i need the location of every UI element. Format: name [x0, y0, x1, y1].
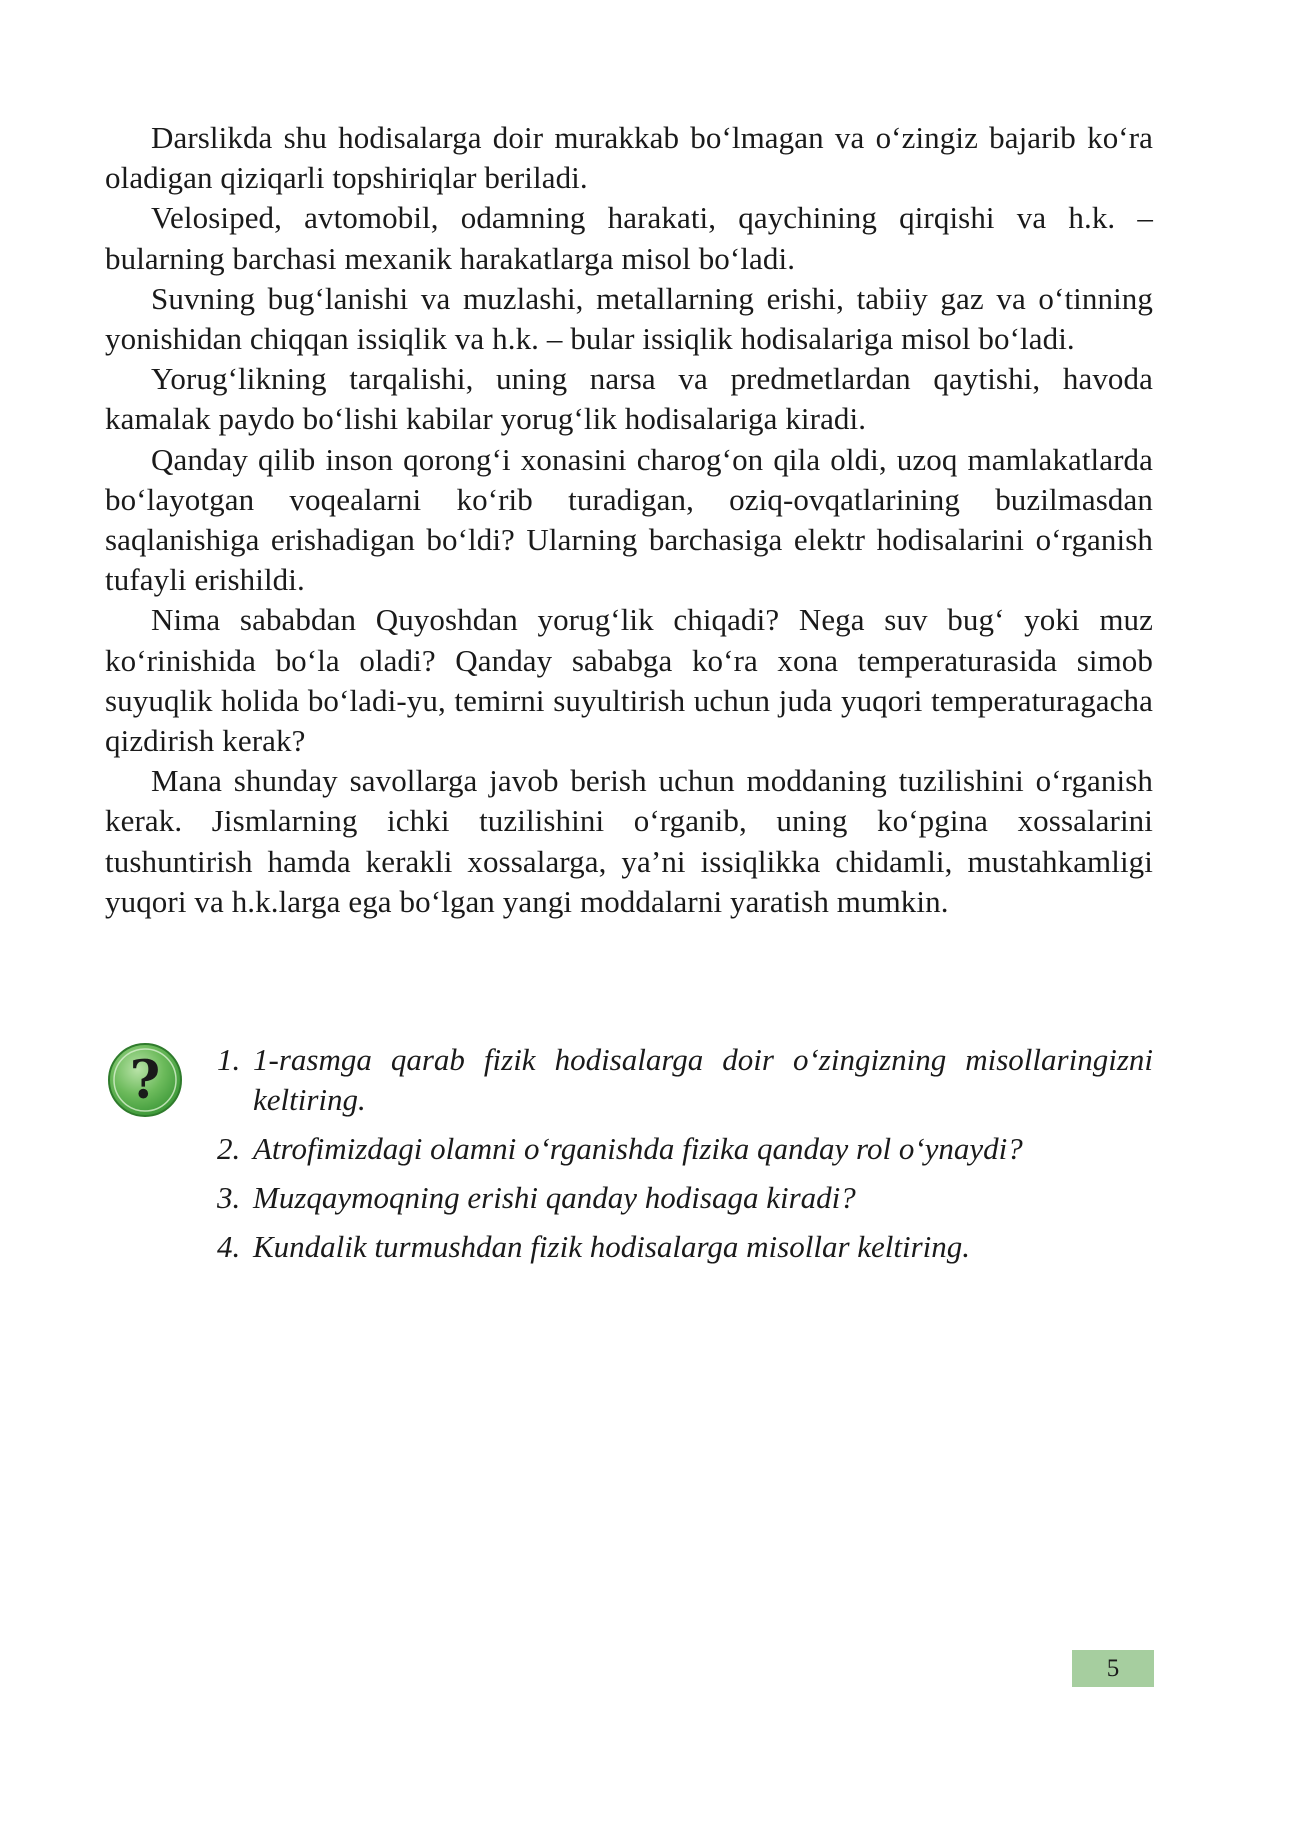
- page-number: 5: [1072, 1650, 1154, 1687]
- paragraph: Qanday qilib inson qorong‘i xonasini charog‘on qila oldi, uzoq mamlakatlarda bo‘layotgan voqealarni ko‘rib turadigan, oziq-ovqatlarining buzilmasdan saqlanishiga erishadigan bo‘ldi? Ularning barchasiga elektr hodisalarini o‘rganish tufayli erishildi.: [105, 441, 1153, 598]
- list-item: [217, 1040, 1153, 1120]
- question-mark-icon: [105, 1040, 185, 1120]
- question-text: Atrofimizdagi olamni o‘rganishda fizika qanday rol o‘ynaydi?: [253, 1131, 1023, 1166]
- question-list: [217, 1040, 1153, 1276]
- paragraph: Suvning bug‘lanishi va muzlashi, metallarning erishi, tabiiy gaz va o‘tinning yonishidan chiqqan issiqlik va h.k. – bular issiqlik hodisalariga misol bo‘ladi.: [105, 280, 1153, 357]
- question-number: 3.: [217, 1180, 241, 1215]
- question-number: 1.: [217, 1042, 241, 1077]
- paragraph: Nima sababdan Quyoshdan yorug‘lik chiqadi? Nega suv bug‘ yoki muz ko‘rinishida bo‘la oladi? Qanday sababga ko‘ra xona temperaturasida simob suyuqlik holida bo‘ladi-yu, temirni suyultirish uchun juda yuqori temperaturagacha qizdirish kerak?: [105, 602, 1153, 759]
- question-text: Muzqaymoqning erishi qanday hodisaga kiradi?: [253, 1180, 856, 1215]
- question-text: Kundalik turmushdan fizik hodisalarga misollar keltiring.: [253, 1229, 971, 1264]
- question-text: 1-rasmga qarab fizik hodisalarga doir o‘zingizning misollaringizni keltiring.: [253, 1042, 1153, 1117]
- body-text: [105, 118, 1153, 922]
- list-item: [217, 1227, 1153, 1267]
- svg-text:?: ?: [129, 1050, 161, 1111]
- paragraph: Mana shunday savollarga javob berish uchun moddaning tuzilishini o‘rganish kerak. Jismlarning ichki tuzilishini o‘rganib, uning ko‘pgina xossalarini tushuntirish hamda kerakli xossalarga, ya’ni issiqlikka chidamli, mustahkamligi yuqori va h.k.larga ega bo‘lgan yangi moddalarni yaratish mumkin.: [105, 763, 1153, 919]
- paragraph: Yorug‘likning tarqalishi, uning narsa va predmetlardan qaytishi, havoda kamalak paydo bo‘lishi kabilar yorug‘lik hodisalariga kiradi.: [105, 361, 1153, 437]
- paragraph: Darslikda shu hodisalarga doir murakkab bo‘lmagan va o‘zingiz bajarib ko‘ra oladigan qiziqarli topshiriqlar beriladi.: [105, 120, 1153, 196]
- question-number: 2.: [217, 1131, 241, 1166]
- list-item: [217, 1178, 1153, 1218]
- paragraph: Velosiped, avtomobil, odamning harakati, qaychining qirqishi va h.k. – bularning barchasi mexanik harakatlarga misol bo‘ladi.: [105, 200, 1153, 276]
- list-item: [217, 1129, 1153, 1169]
- question-number: 4.: [217, 1229, 241, 1264]
